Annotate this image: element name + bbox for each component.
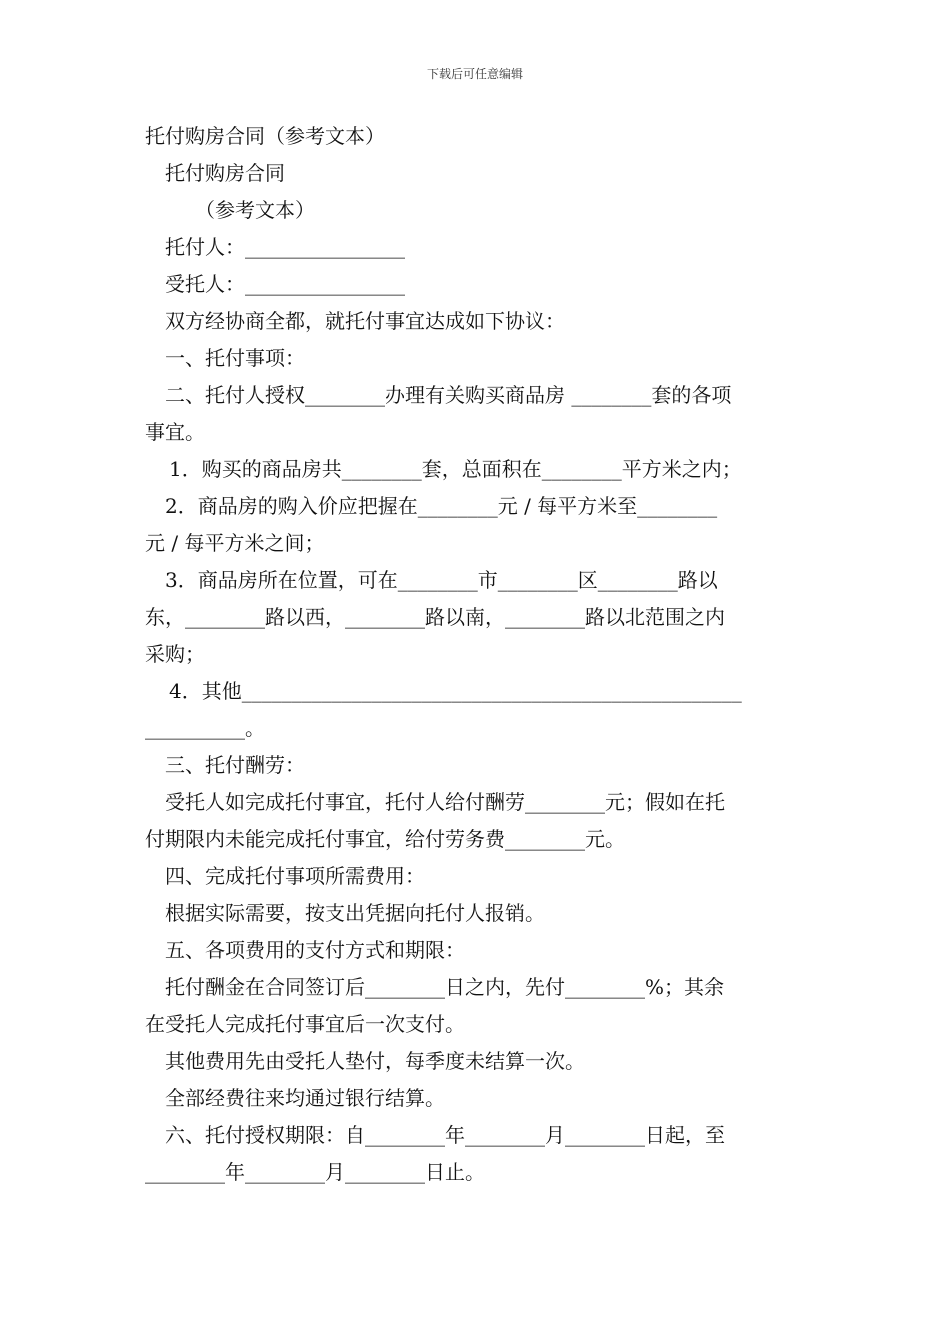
section-5-text-line-1: 托付酬金在合同签订后________日之内，先付________%；其余 — [165, 975, 725, 999]
section-4-heading: 四、完成托付事项所需费用： — [165, 864, 425, 888]
section-3-text-line-1: 受托人如完成托付事宜，托付人给付酬劳________元；假如在托 — [165, 790, 725, 814]
item-3-line-2: 东，________路以西，________路以南，________路以北范围之内 — [145, 605, 725, 629]
item-1: 1．购买的商品房共________套，总面积在________平方米之内； — [169, 457, 742, 481]
section-1-heading: 一、托付事项： — [165, 346, 305, 370]
contract-heading: 托付购房合同 — [165, 161, 285, 185]
section-6-text-line-2: ________年________月________日止。 — [145, 1160, 485, 1184]
item-3-line-3: 采购； — [145, 642, 205, 666]
section-4-text: 根据实际需要，按支出凭据向托付人报销。 — [165, 901, 545, 925]
section-2-text-line-1: 二、托付人授权________办理有关购买商品房 ________套的各项 — [165, 383, 732, 407]
item-3-line-1: 3．商品房所在位置，可在________市________区________路以 — [165, 568, 718, 592]
document-title: 托付购房合同（参考文本） — [145, 124, 385, 148]
section-5-heading: 五、各项费用的支付方式和期限： — [165, 938, 465, 962]
section-2-text-line-2: 事宜。 — [145, 420, 205, 444]
page-header-note: 下载后可任意编辑 — [426, 67, 523, 81]
section-3-heading: 三、托付酬劳： — [165, 753, 305, 777]
item-2-line-2: 元 / 每平方米之间； — [145, 531, 325, 555]
section-5-bank-settlement: 全部经费往来均通过银行结算。 — [165, 1086, 445, 1110]
section-6-text-line-1: 六、托付授权期限：自________年________月________日起，至 — [165, 1123, 725, 1147]
section-5-other-fees: 其他费用先由受托人垫付，每季度未结算一次。 — [165, 1049, 585, 1073]
agreement-intro: 双方经协商全都，就托付事宜达成如下协议： — [165, 309, 565, 333]
item-4-line-2: __________。 — [145, 716, 265, 740]
section-5-text-line-2: 在受托人完成托付事宜后一次支付。 — [145, 1012, 465, 1036]
item-4-line-1: 4．其他__________________________________________________ — [169, 679, 742, 703]
principal-field: 托付人：________________ — [165, 235, 405, 259]
contract-subheading: （参考文本） — [195, 198, 315, 222]
agent-field: 受托人：________________ — [165, 272, 405, 296]
item-2-line-1: 2．商品房的购入价应把握在________元 / 每平方米至________ — [165, 494, 718, 518]
section-3-text-line-2: 付期限内未能完成托付事宜，给付劳务费________元。 — [145, 827, 625, 851]
contract-body — [145, 118, 805, 1191]
